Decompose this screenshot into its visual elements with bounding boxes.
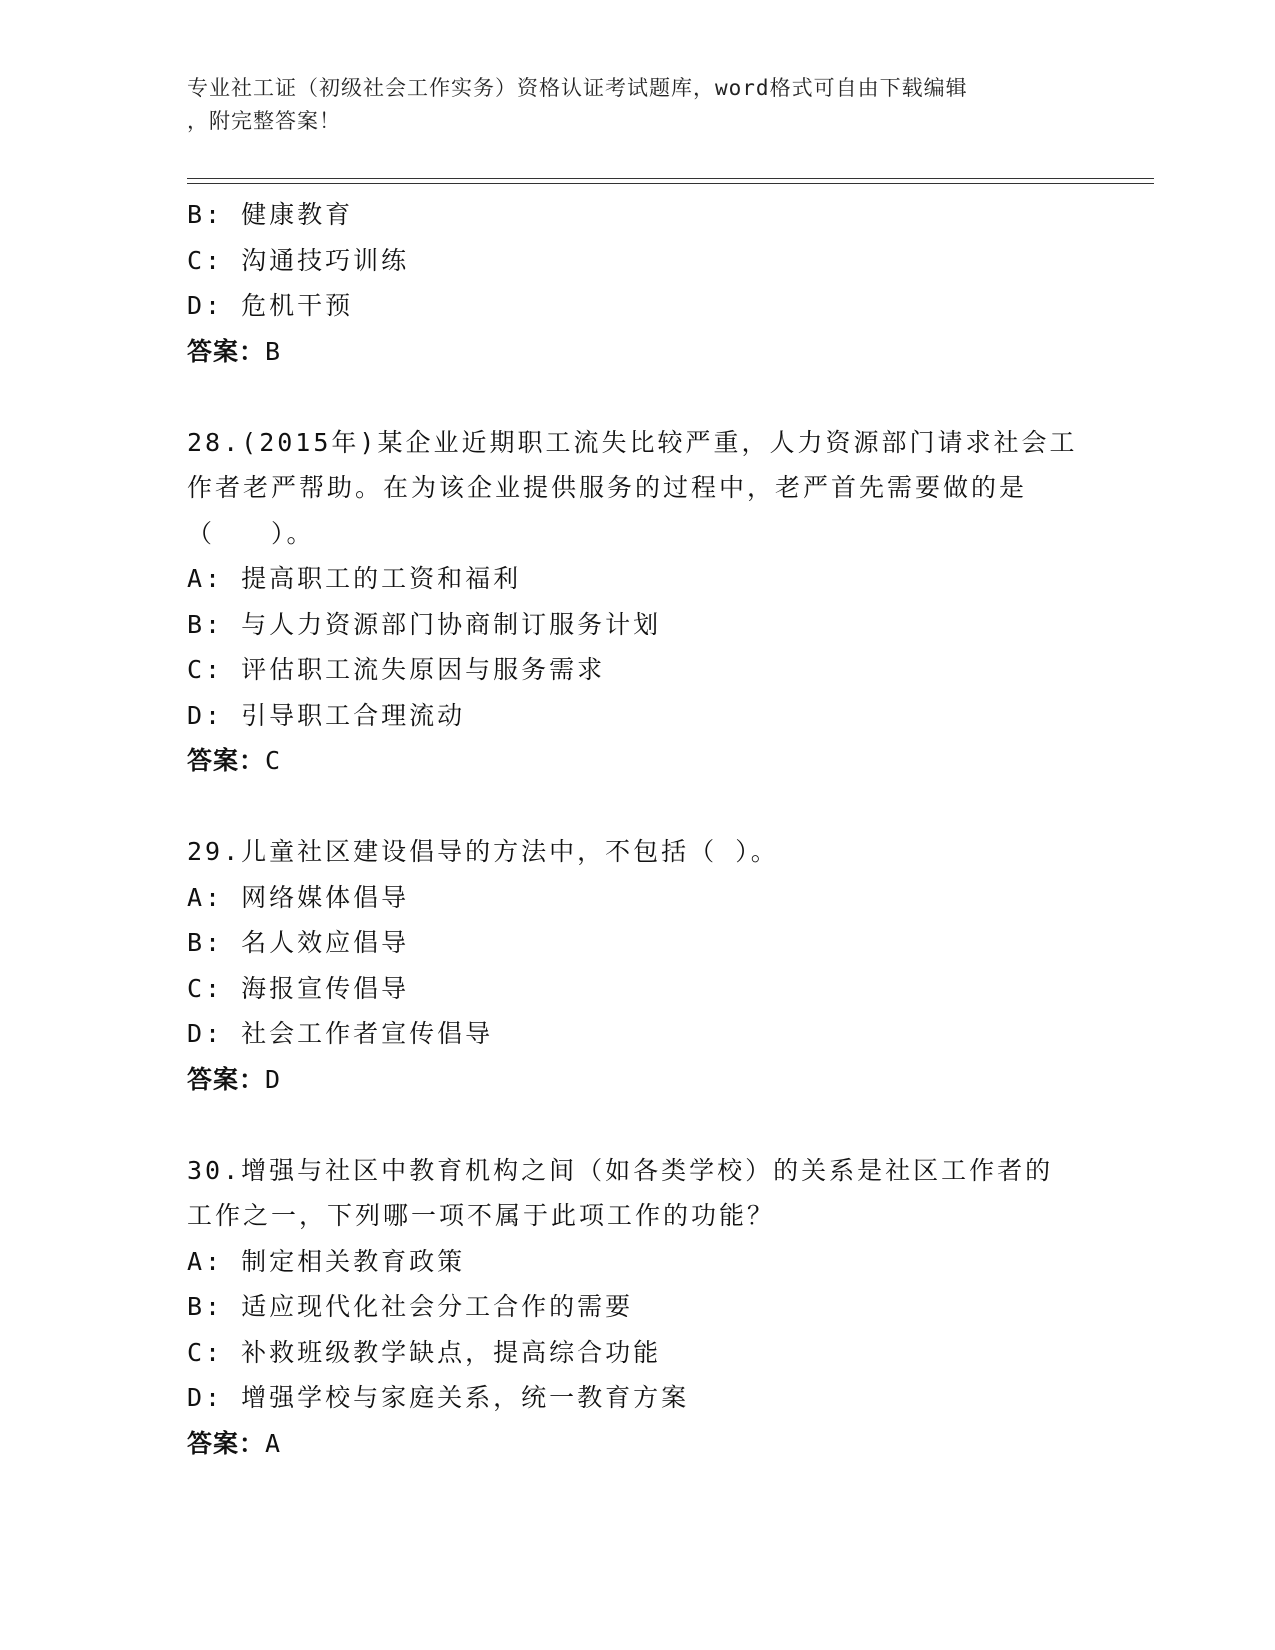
header-rule-top [187,178,1154,179]
option-d: D: 社会工作者宣传倡导 [187,1019,494,1048]
question-stem-line: 29.儿童社区建设倡导的方法中，不包括（ ）。 [187,837,779,866]
option-a: A: 网络媒体倡导 [187,882,410,912]
answer-line [187,1057,1087,1103]
answer-label: 答案： [187,1428,266,1458]
question-27 [187,192,1087,374]
answer-line [187,738,1087,784]
spacer [187,374,1087,420]
option-d: D: 引导职工合理流动 [187,700,466,730]
option-a: A: 提高职工的工资和福利 [187,564,522,593]
option-d: D: 增强学校与家庭关系，统一教育方案 [187,1383,690,1412]
header-line-1: 专业社工证（初级社会工作实务）资格认证考试题库，word格式可自由下载编辑 [187,76,968,100]
option-a: A: 制定相关教育政策 [187,1246,466,1276]
answer-value: D [265,1064,282,1094]
question-stem-line: 工作之一，下列哪一项不属于此项工作的功能？ [187,1201,776,1230]
question-stem-line: 30.增强与社区中教育机构之间（如各类学校）的关系是社区工作者的 [187,1155,1054,1185]
option-d: D: 危机干预 [187,291,354,320]
option-b: B: 健康教育 [187,200,354,229]
answer-value: C [265,746,282,775]
option-b: B: 与人力资源部门协商制订服务计划 [187,609,662,639]
question-28 [187,420,1087,784]
question-30 [187,1148,1087,1467]
header-rule-bottom [187,183,1154,184]
spacer [187,784,1087,830]
option-c: C: 评估职工流失原因与服务需求 [187,655,606,684]
question-list [187,192,1087,1466]
answer-value: B [265,336,282,366]
option-c: C: 海报宣传倡导 [187,973,410,1003]
option-c: C: 沟通技巧训练 [187,245,410,275]
answer-line [187,1421,1087,1467]
spacer [187,1102,1087,1148]
header-line-2: ，附完整答案！ [187,109,341,133]
page-header [187,72,1087,138]
answer-line [187,329,1087,375]
option-b: B: 名人效应倡导 [187,928,410,957]
option-b: B: 适应现代化社会分工合作的需要 [187,1292,634,1321]
question-29 [187,829,1087,1102]
answer-value: A [265,1428,282,1458]
option-c: C: 补救班级教学缺点，提高综合功能 [187,1337,662,1367]
answer-label: 答案： [187,746,266,775]
question-stem-line: 作者老严帮助。在为该企业提供服务的过程中，老严首先需要做的是 [187,473,1028,502]
question-stem-line: （ ）。 [187,518,315,548]
answer-label: 答案： [187,336,266,366]
answer-label: 答案： [187,1064,266,1094]
question-stem-line: 28.(2015年)某企业近期职工流失比较严重，人力资源部门请求社会工 [187,427,1078,457]
